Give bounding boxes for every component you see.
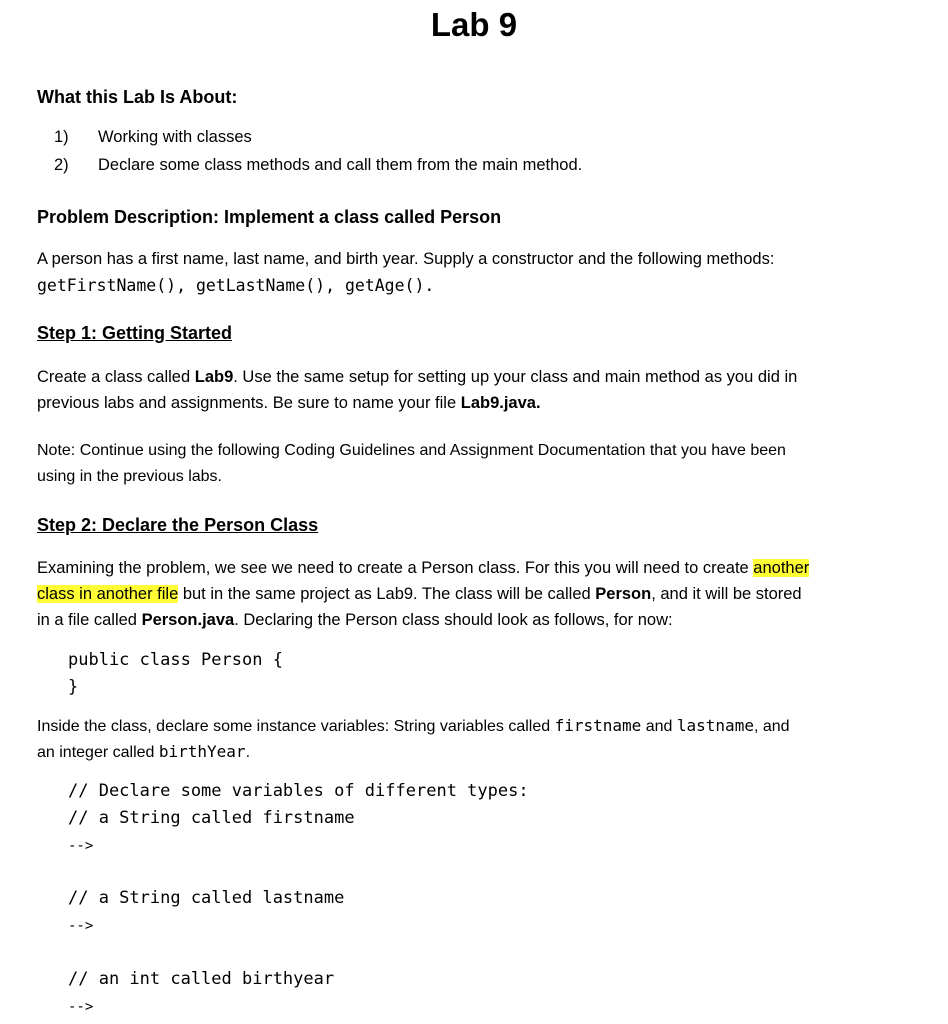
code-inline: lastname [676,716,754,735]
text: , and [753,718,790,735]
text: . [245,744,251,761]
problem-heading: Problem Description: Implement a class called Person [37,207,502,227]
list-number: 1) [54,128,69,146]
text: , and it will be stored [651,585,802,603]
text: in a file called [37,611,142,629]
list-number: 2) [54,156,69,174]
text: Create a class called [37,368,195,386]
instance-line1 [37,713,790,740]
highlight: another [753,559,810,577]
code-line: // an int called birthyear [68,969,335,989]
step2-line1 [37,555,809,581]
file-name: Person.java [141,611,235,629]
step1-heading: Step 1: Getting Started [37,323,233,343]
class-name: Lab9 [194,368,234,386]
list-item [54,156,582,175]
step1-line2 [37,390,541,416]
code-arrow: --> [68,838,94,854]
code-line: public class Person { [68,650,283,670]
text: . Declaring the Person class should look as follows, for now: [234,611,673,629]
step2-line3 [37,607,673,633]
code-line: // Declare some variables of different types: [68,781,529,801]
class-name: Person [595,585,652,603]
file-name: Lab9.java. [460,394,541,412]
code-line: // a String called lastname [68,888,345,908]
note-line1: Note: Continue using the following Coding Guidelines and Assignment Documentation that you have been [37,442,786,459]
problem-text: A person has a first name, last name, and birth year. Supply a constructor and the following methods: [37,250,775,268]
code-inline: birthYear [158,742,246,761]
page-title: Lab 9 [430,6,518,43]
list-item [54,128,252,147]
about-heading: What this Lab Is About: [37,87,238,107]
text: and [641,718,677,735]
problem-methods: getFirstName(), getLastName(), getAge(). [37,276,435,295]
code-line: } [68,677,79,697]
note-line2: using in the previous labs. [37,468,222,485]
list-text: Working with classes [98,128,252,146]
step2-heading: Step 2: Declare the Person Class [37,515,319,535]
text: Examining the problem, we see we need to create a Person class. For this you will need to create [37,559,754,577]
step1-line1 [37,364,797,390]
text: . Use the same setup for setting up your class and main method as you did in [233,368,798,386]
code-arrow: --> [68,918,94,934]
text: Inside the class, declare some instance variables: String variables called [37,718,555,735]
instance-line2 [37,739,250,766]
code-line: // a String called firstname [68,808,355,828]
list-text: Declare some class methods and call them from the main method. [98,156,583,174]
code-inline: firstname [554,716,642,735]
highlight: class in another file [37,585,179,603]
text: but in the same project as Lab9. The class will be called [178,585,596,603]
text: an integer called [37,744,159,761]
step2-line2 [37,581,802,607]
text: previous labs and assignments. Be sure to name your file [37,394,461,412]
code-arrow: --> [68,999,94,1015]
